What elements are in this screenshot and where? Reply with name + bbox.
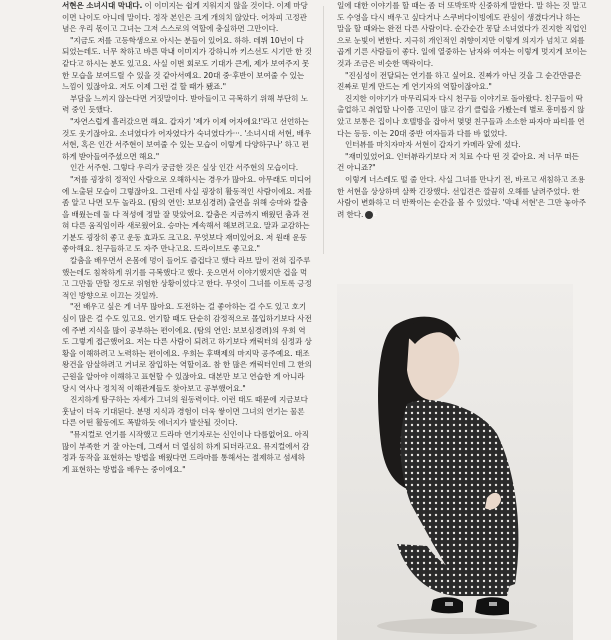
end-mark-icon: E <box>365 211 373 219</box>
quote-paragraph: "저를 굉장히 정적인 사람으로 오해하시는 경우가 많아요. 아무래도 미디어에 노출된 모습이 그렇잖아요. 그런데 사실 굉장히 활동적인 사람이에요. 저를 좀 알고 나면 모두 놀라요. (탐의 연인: 보보심경려) 출연을 위해 승마와 칼춤을 배웠는데 둘 다 적성에 정말 잘 맞았어요. 칼춤은 지금까지 배웠던 춤과 전혀 다른 움직임이라 새로웠어요. 승마는 계속해서 해보려고요. 말과 교감하는 기분도 굉장히 좋고 운동 효과도 크고요. 무엇보다 재미있어요. 저 원래 운동 좋아해요. 친구들하고 도 자주 만나고요. 드라이브도 좋고요." <box>62 174 312 254</box>
body-paragraph: 인터뷰를 마치자마자 서현이 갑자기 카메라 앞에 섰다. <box>345 140 521 150</box>
quote-paragraph: "전 배우고 싶은 게 너무 많아요. 도전하는 걸 좋아하는 걸 수도 있고 호기심이 많은 걸 수도 있고요. 연기할 때도 단순히 감정적으로 몰입하기보다 사전에 주변 지식을 많이 공부하는 편이에요. (탐의 연인: 보보심경려)의 우희 역도 그렇게 접근했어요. 저는 다른 사람이 되려고 하기보다 캐릭터의 심정과 상황을 이해하려고 노력하는 편이에요. 우희는 후백제의 마지막 공주예요. 태조 왕건을 암살하려고 거녀로 잠입하는 역할이죠. 참 한 많은 캐릭터인데 그 한의 근원을 알아야 이해하고 표현할 수 있잖아요. 대본만 보고 연습한 게 아니라 당시 역사나 정치적 이해관계들도 찾아보고 공부했어요." <box>62 302 312 393</box>
paragraph-1-text: 이 이미지는 쉽게 지워지지 않을 것이다. 이제 마당이면 나이도 아니데 말이다. 정작 본인은 크게 개의치 않았다. 어차피 고정관념은 우리 몫이고 그녀는 그저 스스로의 역할에 충실하면 그만이다. <box>62 1 308 34</box>
portrait-illustration <box>337 284 573 640</box>
body-paragraph: 인간 서주현. 그렇다 우리가 궁금한 것은 실상 인간 서주현의 모습이다. <box>70 163 299 173</box>
closing-paragraph-text: 이렇게 너스레도 떨 줄 안다. 사실 그녀를 만나기 전, 바르고 새침하고 조용한 서현을 상상하며 살짝 긴장했다. 선입견은 깔끔히 오해를 날려주었다. 한 사람이 변화하고 더 반짝이는 순간을 볼 수 있었다. '막내 서현'은 그만 놓아주려 한다. <box>337 174 586 219</box>
body-paragraph <box>337 174 587 220</box>
article-right-column <box>337 0 587 220</box>
body-paragraph: 부담을 느끼지 않는다면 거짓말이다. 받아들이고 극복하기 위해 부단히 노력 중인 듯했다. <box>62 93 308 115</box>
body-paragraph: 일에 대한 이야기를 할 때는 좀 더 또박또박 신중하게 말한다. 말 하는 것 말고도 수영을 다시 배우고 싶다거나 스쿠버다이빙에도 관심이 생겼다거나 하는 말을 할 때와는 완전 다른 사람이다. 순간순간 몽달 소녀였다가 진지한 직업인으로 눈빛이 변한다. 지극히 개인적인 취향이지만 이렇게 의지가 넘치고 외를 곱게 기른 사람들이 좋다. 일에 열중하는 남자와 여자는 이렇게 멋지게 보이는 것과 조금은 비슷한 맥락이다. <box>337 1 587 68</box>
quote-paragraph: "지금도 저를 고등학생으로 아시는 분들이 있어요. 하하. 데뷔 10년이 다 되었는데도. 너무 착하고 바른 막내 이미지가 강하니까 키스선도 시기만 한 것 같다고 하시는 분도 있고요. 사실 이번 회로도 기대가 큰게, 제가 보여주지 못한 모습을 보여드릴 수 있을 것 같아서예요. 20대 중·후반이 보여줄 수 있는 느낌이 있잖아요. 저도 이제 그런 걸 할 때가 됐죠." <box>62 35 312 92</box>
quote-paragraph: "뮤지컬로 연기를 시작했고 드라마 연기자로는 신인이나 다름없어요. 아직 많이 부족한 거 잘 아는데, 그래서 더 열심히 하게 되더라고요. 뮤지컬에서 감정과 동작을 표현하는 방법을 배웠다면 드라마를 통해서는 절제하고 섬세하게 표현하는 방법을 배우는 중이에요." <box>62 429 310 474</box>
paragraph-1 <box>62 0 312 35</box>
quote-paragraph: "진심성이 전달되는 연기를 하고 싶어요. 진짜가 아닌 것을 그 순간만큼은 진짜로 믿게 만드는 게 연기자의 역할이잖아요." <box>337 70 582 92</box>
quote-paragraph: "재미있었어요. 인터뷰라기보다 저 치료 수다 떤 것 같아요. 저 너무 떠든 건 아니죠?" <box>337 151 579 173</box>
body-paragraph: 진지하게 탐구하는 자세가 그녀의 원동력이다. 이런 태도 때문에 지금보다 훗날이 더욱 기대된다. 분명 지식과 경험이 더욱 쌓이면 그녀의 연기는 물론 다른 어떤 활동에도 폭발하듯 에너지가 발산될 것이다. <box>62 395 308 428</box>
body-paragraph: 칼춤을 배우면서 온몸에 멍이 들어도 즐겁다고 했다 라브 말이 전혀 집주루 했는데도 침착하게 위기를 극복했다고 했다. 웃으면서 이야기했지만 겁을 먹고 그만둘 만할 정도로 위험한 상황이었다고 한다. 무엇이 그녀를 이토록 긍정적인 방향으로 이끄는 것일까. <box>62 256 312 300</box>
lead-sentence: 서현은 소녀시대 막내다. <box>62 1 143 10</box>
quote-paragraph: "자연스럽게 흘러갔으면 해요. 갑자기 '제가 이제 어자에요!'라고 선언하는 것도 웃기잖아요. 소녀였다가 어자였다가 숙녀였다가···. '소녀시대 서현, 배우 서현, 혹은 인간 서주현이 보여줄 수 있는 모습이 이렇게 다양하구나' 하고 편하게 받아들여주셨으면 해요." <box>62 116 312 161</box>
body-paragraph: 진지한 이야기가 마무리되자 다시 천구들 이야기로 돌아왔다. 친구들이 딱 출업하고 취업할 나이쯤 고민이 많고 감기 클럽을 가봤는데 별로 흥미롭지 않았고 보통은 집이나 호텔방을 잡아서 몇몇 친구들과 소소한 파자마 파티를 연다는 등등. 이는 20대 중반 여자들과 다를 바 없었다. <box>337 93 585 138</box>
article-left-column <box>62 0 312 475</box>
portrait-photo <box>337 284 573 640</box>
column-divider <box>323 6 324 254</box>
